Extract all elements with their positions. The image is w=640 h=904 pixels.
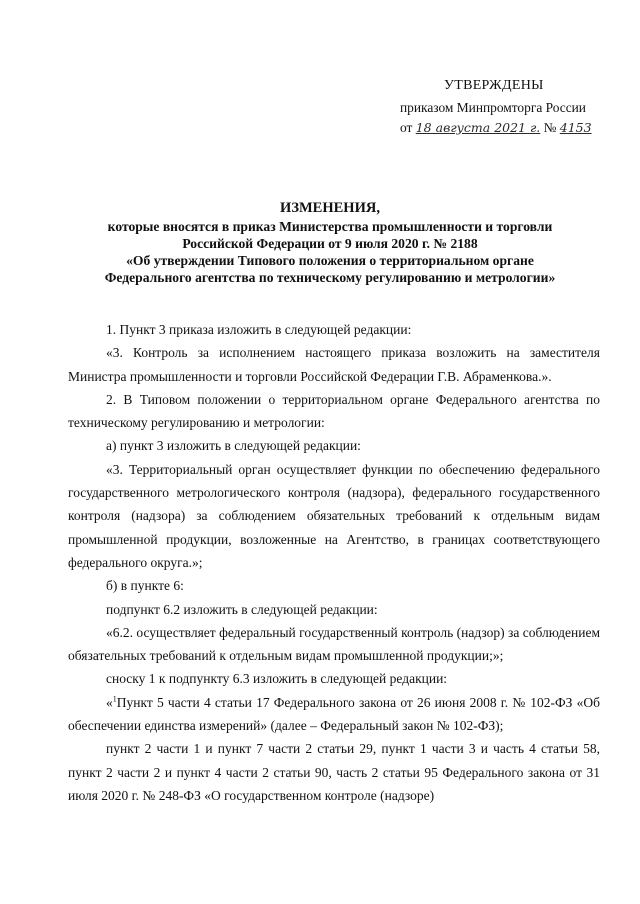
approved-heading: УТВЕРЖДЕНЫ [444,78,544,93]
paragraph-9: сноску 1 к подпункту 6.3 изложить в следующей редакции: [106,671,448,687]
paragraph-8: «6.2. осуществляет федеральный государственный контроль (надзор) за соблюдением обязательных требований к отдельным видам промышленной продукции;»; [68,624,600,664]
date-prefix: от [400,120,413,135]
title-line-4: Федерального агентства по техническому регулированию и метрологии» [104,270,556,285]
handwritten-date: 18 августа 2021 г. [415,120,541,135]
document-title [60,200,600,286]
paragraph-7: подпункт 6.2 изложить в следующей редакции: [106,601,378,617]
approval-order-line: приказом Минпромторга России [400,100,586,115]
footnote-marker: 1 [112,694,117,704]
title-line-3: «Об утверждении Типового положения о территориальном органе [126,253,534,268]
number-prefix: № [543,120,557,135]
handwritten-number: 4153 [559,120,592,135]
paragraph-6: б) в пункте 6: [106,578,184,594]
paragraph-4: а) пункт 3 изложить в следующей редакции: [106,438,361,454]
paragraph-11: пункт 2 части 1 и пункт 7 части 2 статьи 29, пункт 1 части 3 и часть 4 статьи 58, пункт 2 части 2 и пункт 4 части 2 статьи 90, часть 2 статьи 95 Федерального закона от 31 июля 2020 г. № 248-ФЗ «О государственном контроле (надзоре) [68,741,600,803]
approval-stamp [400,76,610,138]
approval-date-line [400,118,610,138]
footnote-open-quote: « [106,694,113,710]
title-line-1: которые вносятся в приказ Министерства промышленности и торговли [107,219,553,234]
paragraph-2: «3. Контроль за исполнением настоящего приказа возложить на заместителя Министра промышленности и торговли Российской Федерации Г.В. Абраменкова.». [68,345,600,384]
paragraph-1: 1. Пункт 3 приказа изложить в следующей редакции: [106,322,412,337]
title-main: ИЗМЕНЕНИЯ, [280,200,380,216]
title-line-2: Российской Федерации от 9 июля 2020 г. № 2188 [182,236,478,251]
document-body [68,318,600,807]
paragraph-3: 2. В Типовом положении о территориальном органе Федерального агентства по техническому регулированию и метрологии: [68,391,600,431]
footnote-text: Пункт 5 части 4 статьи 17 Федерального закона от 26 июня 2008 г. № 102-ФЗ «Об обеспечении единства измерений» (далее – Федеральный закон № 102-ФЗ); [68,694,600,734]
paragraph-10 [68,691,600,738]
paragraph-5: «3. Территориальный орган осуществляет функции по обеспечению федерального государственного метрологического контроля (надзора), федерального государственного контроля (надзора) за соблюдением обязательных требований к отдельным видам промышленной продукции, возложенные на Агентство, в границах соответствующего федерального округа.»; [68,461,600,570]
